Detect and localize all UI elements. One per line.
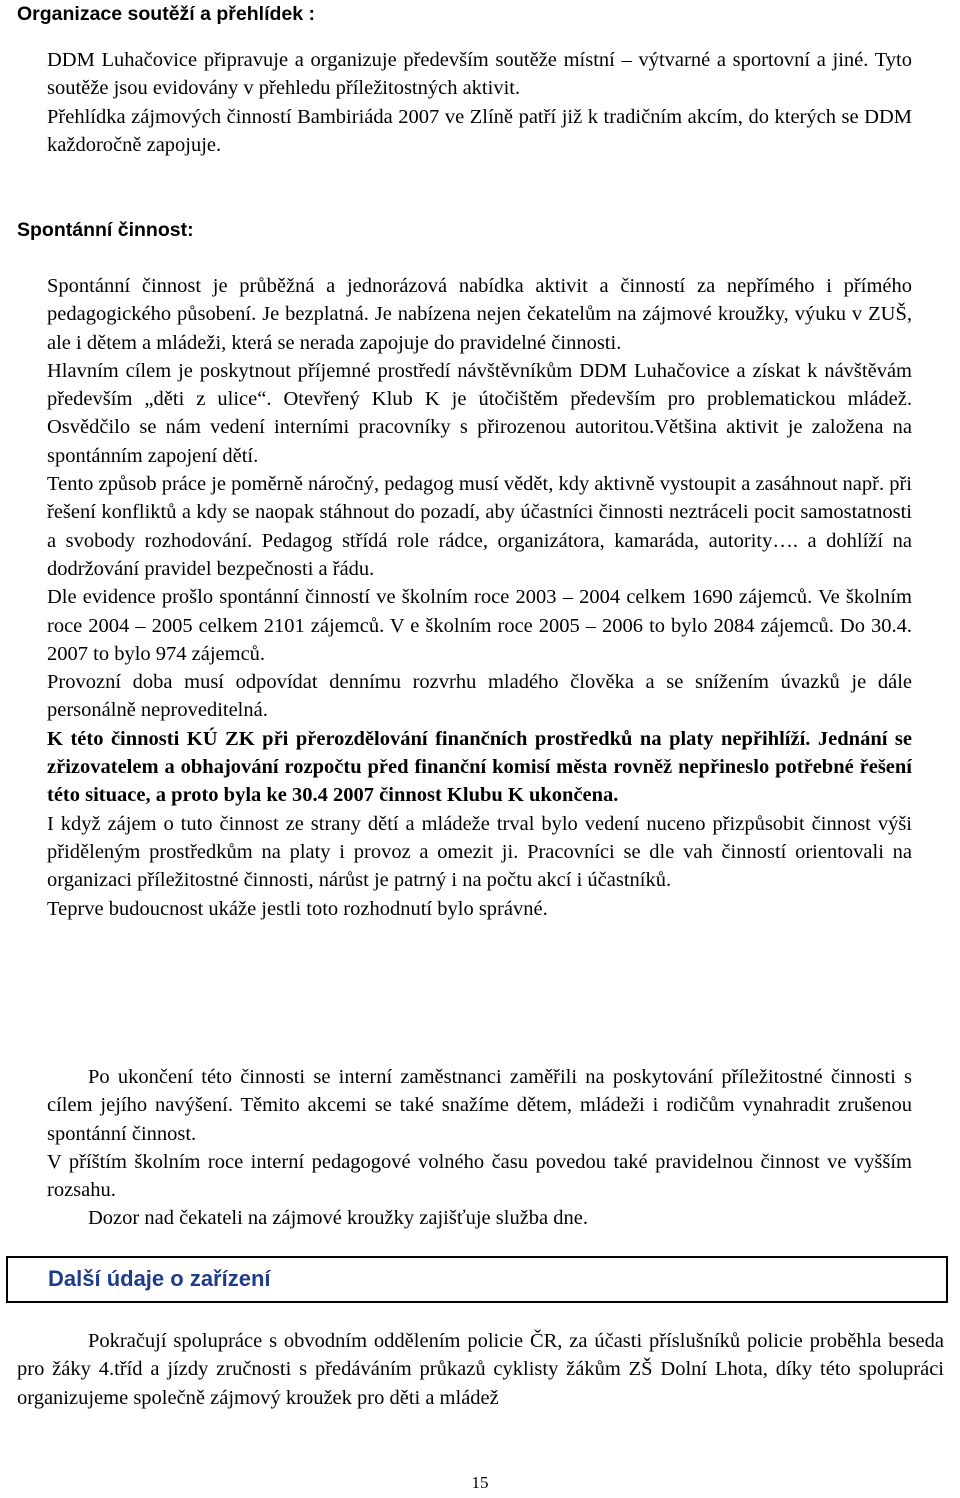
facility-text	[17, 1327, 944, 1412]
paragraph: Teprve budoucnost ukáže jestli toto rozhodnutí bylo správné.	[47, 897, 548, 920]
paragraph: Provozní doba musí odpovídat dennímu rozvrhu mladého člověka a se snížením úvazků je dále personálně neproveditelná.	[47, 671, 912, 722]
section-heading-spontaneous: Spontánní činnost:	[17, 219, 194, 241]
competitions-text	[47, 46, 912, 159]
paragraph: Tento způsob práce je poměrně náročný, pedagog musí vědět, kdy aktivně vystoupit a zasáhnout např. při řešení konfliktů a kdy se naopak stáhnout do pozadí, aby účastníci činnosti neztráceli pocit samostatnosti a svobody rozhodování. Pedagog střídá role rádce, organizátora, kamaráda, autority…. a dohlíží na dodržování pravidel bezpečnosti a řádu.	[47, 473, 913, 580]
paragraph: Dle evidence prošlo spontánní činností ve školním roce 2003 – 2004 celkem 1690 zájemců. Ve školním roce 2004 – 2005 celkem 2101 zájemců. V e školním roce 2005 – 2006 to bylo 2084 zájemců. Do 30.4. 2007 to bylo 974 zájemců.	[47, 586, 912, 665]
section-heading-facility: Další údaje o zařízení	[48, 1266, 271, 1291]
paragraph: V příštím školním roce interní pedagogové volného času povedou také pravidelnou činnost ve vyšším rozsahu.	[47, 1150, 912, 1202]
page-number: 15	[471, 1473, 489, 1492]
spontaneous-text	[47, 272, 912, 923]
paragraph: I když zájem o tuto činnost ze strany dětí a mládeže trval bylo vedení nuceno přizpůsobit činnost výši přiděleným prostředkům na platy i provoz a omezit ji. Pracovníci se dle vah činností orientovali na organizaci příležitostné činnosti, nárůst je patrný i na počtu akcí i účastníků.	[47, 812, 912, 892]
paragraph: DDM Luhačovice připravuje a organizuje především soutěže místní – výtvarné a sportovní a jiné. Tyto soutěže jsou evidovány v přehledu příležitostných aktivit.	[47, 49, 912, 100]
paragraph: Dozor nad čekateli na zájmové kroužky zajišťuje služba dne.	[88, 1207, 588, 1230]
paragraph: Pokračují spolupráce s obvodním oddělením policie ČR, za účasti příslušníků policie proběhla beseda pro žáky 4.tříd a jízdy zručnosti s předáváním průkazů cyklisty žákům ZŠ Dolní Lhota, díky této spolupráci organizujeme společně zájmový kroužek pro děti a mládež	[17, 1330, 944, 1409]
after-closure-text	[47, 1063, 912, 1233]
paragraph: Po ukončení této činnosti se interní zaměstnanci zaměřili na poskytování příležitostné činnosti s cílem jejího navýšení. Těmito akcemi se také snažíme dětem, mládeži i rodičům vynahradit zrušenou spontánní činnost.	[47, 1066, 912, 1145]
section-heading-box	[6, 1256, 948, 1303]
bold-paragraph: K této činnosti KÚ ZK při přerozdělování finančních prostředků na platy nepřihlíží. Jednání se zřizovatelem a obhajování rozpočtu před finanční komisí města rovněž nepřineslo potřebné řešení této situace, a proto byla ke 30.4 2007 činnost Klubu K ukončena.	[47, 727, 912, 807]
paragraph: Přehlídka zájmových činností Bambiriáda 2007 ve Zlíně patří již k tradičním akcím, do kterých se DDM každoročně zapojuje.	[47, 105, 912, 156]
paragraph: Spontánní činnost je průběžná a jednorázová nabídka aktivit a činností za nepřímého i přímého pedagogického působení. Je bezplatná. Je nabízena nejen čekatelům na zájmové kroužky, výuku v ZUŠ, ale i dětem a mládeži, která se nerada zapojuje do pravidelné činnosti.	[47, 275, 912, 354]
paragraph: Hlavním cílem je poskytnout příjemné prostředí návštěvníkům DDM Luhačovice a získat k návštěvám především „děti z ulice“. Otevřený Klub K je útočištěm především pro problematickou mládež. Osvědčilo se nám vedení interními pracovníky s přirozenou autoritou.Většina aktivit je založena na spontánním zapojení dětí.	[47, 359, 912, 467]
section-heading-competitions: Organizace soutěží a přehlídek :	[17, 3, 316, 25]
